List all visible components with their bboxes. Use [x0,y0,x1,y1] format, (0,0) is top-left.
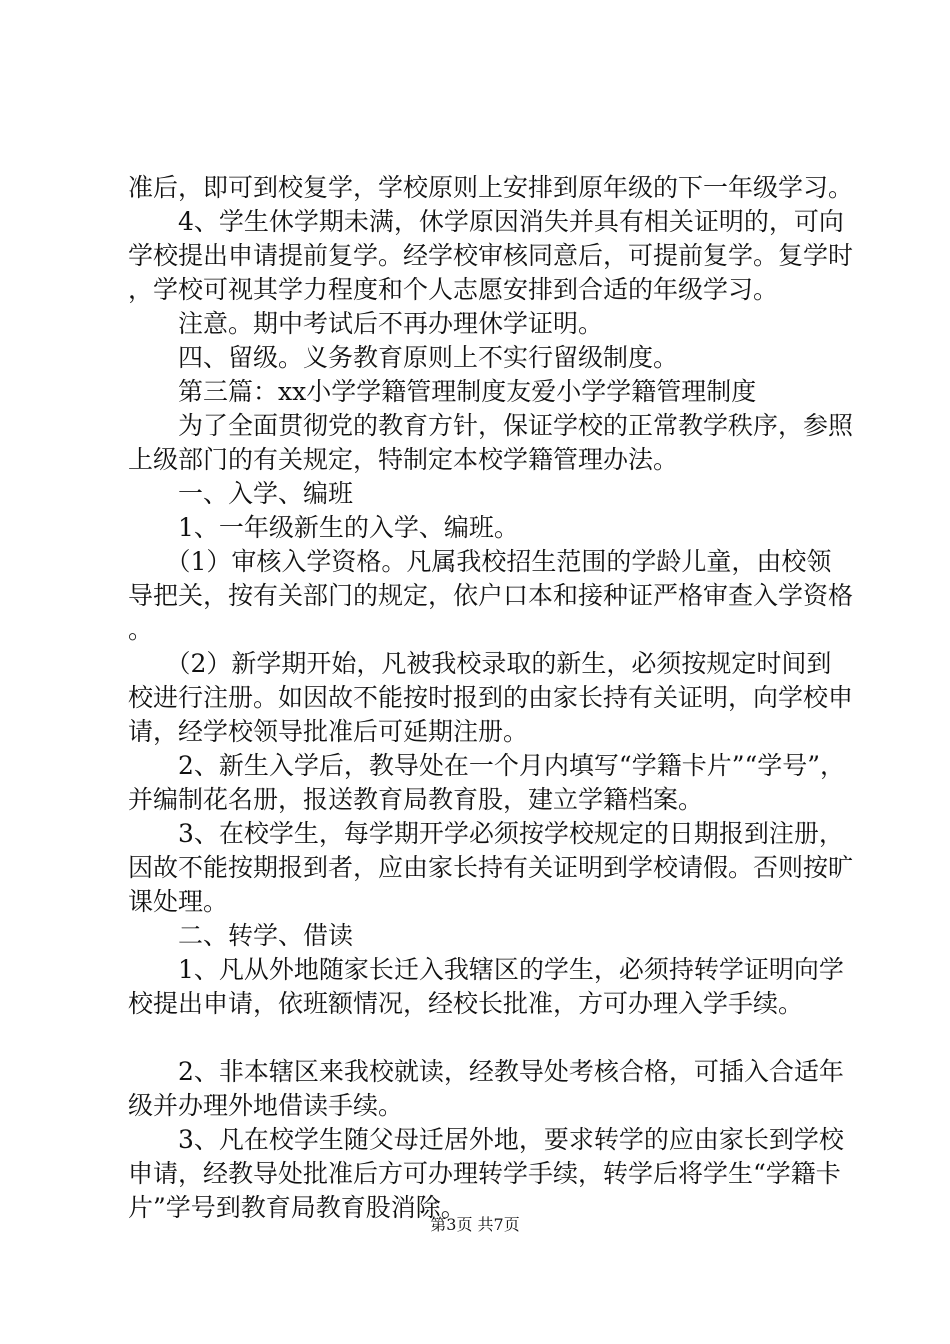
paragraph: 第三篇：xx小学学籍管理制度友爱小学学籍管理制度 [128,377,757,406]
paragraph: 四、留级。义务教育原则上不实行留级制度。 [128,343,679,372]
paragraph: 二、转学、借读 [128,921,354,950]
paragraph: 一、入学、编班 [128,479,354,508]
paragraph: （2）新学期开始，凡被我校录取的新生，必须按规定时间到校进行注册。如因故不能按时报到的由家长持有关证明，向学校申请，经学校领导批准后可延期注册。 [128,649,854,746]
paragraph: 1、凡从外地随家长迁入我辖区的学生，必须持转学证明向学校提出申请，依班额情况，经校长批准，方可办理入学手续。 [128,955,844,1018]
paragraph: 4、学生休学期未满，休学原因消失并具有相关证明的，可向学校提出申请提前复学。经学校审核同意后，可提前复学。复学时，学校可视其学力程度和个人志愿安排到合适的年级学习。 [128,207,854,304]
paragraph: 3、凡在校学生随父母迁居外地，要求转学的应由家长到学校申请，经教导处批准后方可办理转学手续，转学后将学生“学籍卡片”学号到教育局教育股消除。 [128,1125,844,1222]
paragraph: 2、非本辖区来我校就读，经教导处考核合格，可插入合适年级并办理外地借读手续。 [128,1057,844,1120]
paragraph: 3、在校学生，每学期开学必须按学校规定的日期报到注册，因故不能按期报到者，应由家长持有关证明到学校请假。否则按旷课处理。 [128,819,854,916]
paragraph: 2、新生入学后，教导处在一个月内填写“学籍卡片”“学号”，并编制花名册，报送教育局教育股，建立学籍档案。 [128,751,846,814]
blank-line [128,1021,856,1055]
paragraph: 1、一年级新生的入学、编班。 [128,513,519,542]
page-footer: 第3页 共7页 [430,1215,520,1234]
paragraph: 为了全面贯彻党的教育方针，保证学校的正常教学秩序，参照上级部门的有关规定，特制定本校学籍管理办法。 [128,411,854,474]
paragraph: 准后，即可到校复学，学校原则上安排到原年级的下一年级学习。 [128,173,854,202]
paragraph: （1）审核入学资格。凡属我校招生范围的学龄儿童，由校领导把关，按有关部门的规定，依户口本和接种证严格审查入学资格。 [128,547,854,644]
paragraph: 注意。期中考试后不再办理休学证明。 [128,309,604,338]
document-body [128,171,856,1225]
